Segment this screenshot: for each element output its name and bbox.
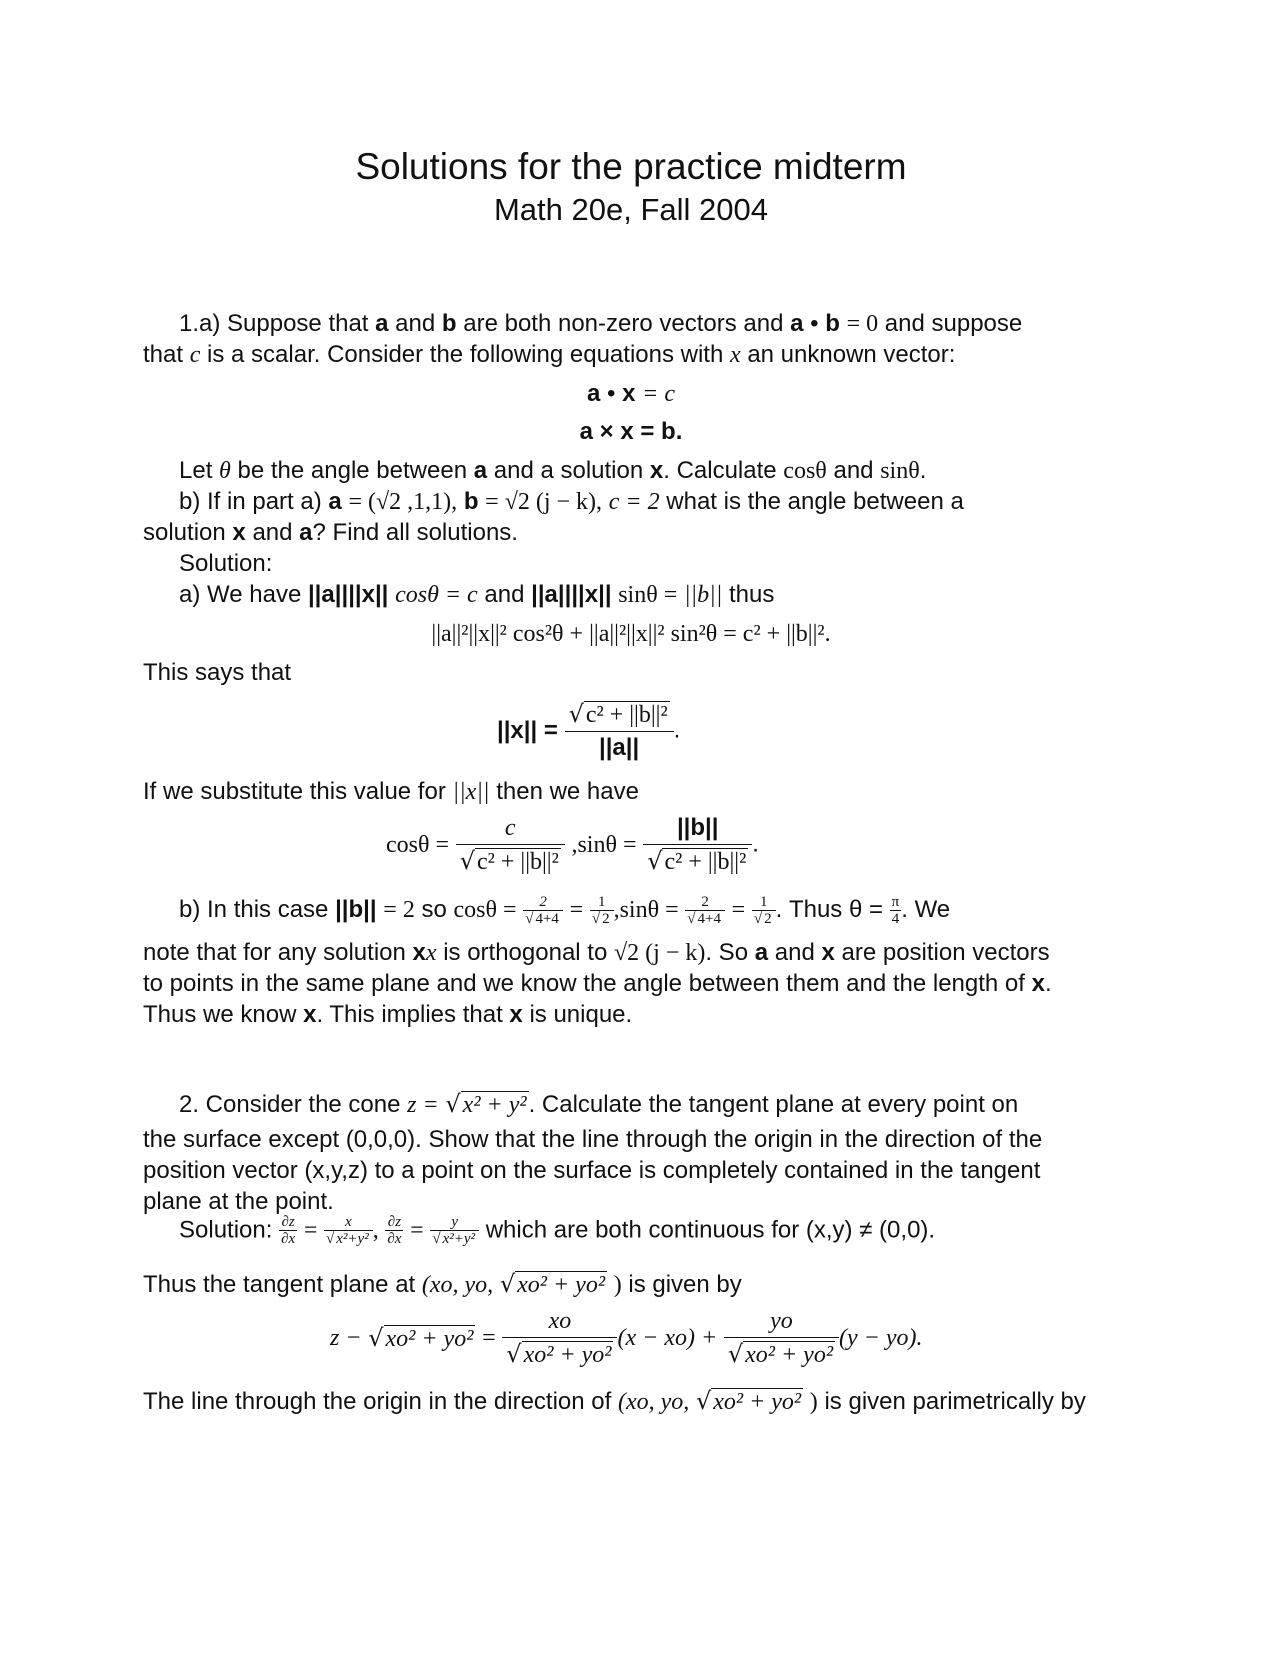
problem1-let-line: Let θ be the angle between a and a solution x. Calculate cosθ and sinθ. [179, 457, 927, 484]
problem2-line1: 2. Consider the cone z = √x² + y². Calculate the tangent plane at every point on [179, 1090, 1019, 1118]
partials-line: Solution: $\frac{\partial z}{\partial x}$ = $\frac{x}{\text{√ x²+y²}}$ , $\frac{\partial z}{\partial x}$ = $\frac{y}{\text{√ x²+y²}}$ which are both continuous for (x,y) ≠ (0,0). [179, 1214, 936, 1248]
problem1-line2: that c is a scalar. Consider the following equations with x an unknown vector: [143, 341, 956, 368]
page-title: Solutions for the practice midterm [355, 146, 907, 187]
problem1-part-b: b) If in part a) a = (√2 ,1,1), b = √2 (j − k), c = 2 what is the angle between a [179, 488, 964, 515]
unique-line: Thus we know x. This implies that x is unique. [143, 1001, 633, 1028]
problem2-line2: the surface except (0,0,0). Show that the line through the origin in the direction of the [143, 1126, 1043, 1153]
this-says-line: This says that [143, 659, 292, 686]
problem1-part-b-line2: solution x and a? Find all solutions. [143, 519, 518, 546]
big-equation: ||a||²||x||² cos²θ + ||a||²||x||² sin²θ = c² + ||b||². [431, 621, 831, 647]
note-line: note that for any solution xx is orthogonal to √2 (j − k). So a and x are position vectors [143, 939, 1050, 966]
points-line: to points in the same plane and we know the angle between them and the length of x. [143, 970, 1052, 997]
problem2-line4: plane at the point. [143, 1188, 334, 1215]
cos-sin-formula: cosθ = $\frac{c}{\text{√c² + ||b||²}}$ ,sinθ = $\frac{||b||}{\text{√c² + ||b||²}}$ . [386, 814, 759, 875]
norm-x-formula: ||x|| = $\frac{\text{√c² + ||b||²}}{||a||}$ . [497, 700, 681, 761]
tangent-plane-equation: z − √xo² + yo² = $\frac{xo}{\text{√xo² + yo²}}$ (x − xo) + $\frac{yo}{\text{√xo² + yo²}}$ (y − yo). [330, 1305, 923, 1371]
page-subtitle: Math 20e, Fall 2004 [493, 192, 768, 227]
part-b-computation: b) In this case ||b|| = 2 so cosθ = $\frac{2}{√ 4+4}$ = $\frac{1}{√ 2}$ ,sinθ = $\frac{2}{√ 4+4}$ = $\frac{1}{√ 2}$ . Thus θ = $\frac{\pi}{4}$ . We [179, 894, 951, 928]
solution-a-line: a) We have ||a||||x|| cosθ = c and ||a||||x|| sinθ = ||b|| thus [179, 581, 775, 608]
solution-label-1: Solution: [179, 550, 273, 577]
problem1-line1: 1.a) Suppose that a and b are both non-zero vectors and a • b = 0 and suppose [179, 310, 1023, 337]
equation-dot: a • x = c [587, 380, 675, 407]
equation-cross: a × x = b. [579, 418, 683, 445]
substitute-line: If we substitute this value for ||x|| then we have [143, 778, 639, 805]
problem2-line3: position vector (x,y,z) to a point on the surface is completely contained in the tangent [143, 1157, 1041, 1184]
tangent-plane-intro: Thus the tangent plane at (xo, yo, √xo² + yo² ) is given by [143, 1270, 742, 1298]
line-origin-text: The line through the origin in the direction of (xo, yo, √xo² + yo² ) is given parimetrically by [143, 1387, 1086, 1415]
